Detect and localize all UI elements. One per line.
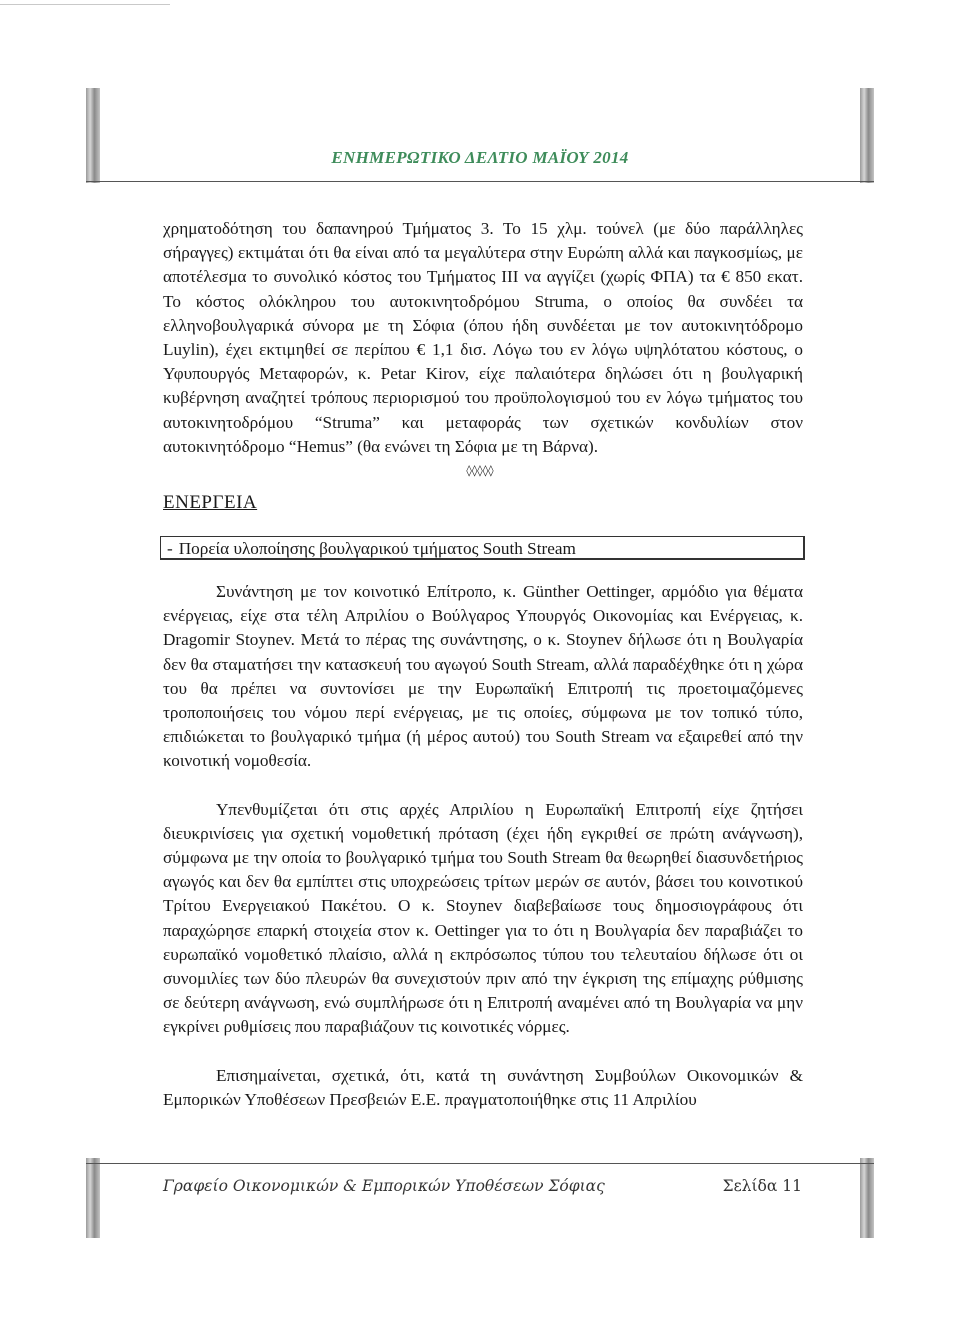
scan-edge-line: [0, 4, 170, 5]
intro-paragraph: χρηματοδότηση του δαπανηρού Τμήματος 3. Το 15 χλμ. τούνελ (με δύο παράλληλες σήραγγες) εκτιμάται ότι θα είναι από τα μεγαλύτερα στην Ευρώπη αλλά και παγκοσμίως, με αποτέλεσμα το συνολικό κόστος του Τμήματος ΙΙΙ να αγγίζει (χωρίς ΦΠΑ) τα € 850 εκατ. Το κόστος ολόκληρου του αυτοκινητοδρόμου Struma, ο οποίος θα συνδέει τα ελληνοβουλγαρικά σύνορα με τη Σόφια (όπου ήδη συνδέεται με τον αυτοκινητόδρομο Luylin), έχει εκτιμηθεί σε περίπου € 1,1 δισ. Λόγω του εν λόγω υψηλότατου κόστους, ο Υφυπουργός Μεταφορών, κ. Petar Kirov, είχε παλαιότερα δηλώσει ότι η βουλγαρική κυβέρνηση αναζητεί τρόπους περιορισμού του προϋπολογισμού του εν λόγω τμήματος του αυτοκινητοδρόμου “Struma” και μεταφοράς των σχετικών κονδυλίων στον αυτοκινητόδρομο “Hemus” (θα ενώνει τη Σόφια με τη Βάρνα).: [163, 219, 803, 456]
paragraph: Υπενθυμίζεται ότι στις αρχές Απριλίου η Ευρωπαϊκή Επιτροπή είχε ζητήσει διευκρινίσεις για σχετική νομοθετική πρόταση (έχει ήδη εγκριθεί σε πρώτη ανάγνωση), σύμφωνα με την οποία το βουλγαρικό τμήμα του South Stream θα θεωρηθεί διασυνδετήριος αγωγός και δεν θα εμπίπτει στις υποχρεώσεις τρίτων μερών σε αυτόν, βάσει του κοινοτικού Τρίτου Ενεργειακού Πακέτου. Ο κ. Stoynev διαβεβαίωσε τους δημοσιογράφους ότι παραχώρησε επαρκή στοιχεία στον κ. Oettinger για το ότι η Βουλγαρία δεν παραβιάζει το ευρωπαϊκό νομοθετικό πλαίσιο, αλλά η εκπρόσωπος τύπου του τελευταίου δήλωσε ότι οι συνομιλίες των δύο πλευρών θα συνεχιστούν πριν από την έγκριση της επίμαχης ρύθμισης σε δεύτερη ανάγνωση, ενώ συμπλήρωσε ότι η Επιτροπή αναμένει από τη Βουλγαρία να μην εγκρίνει ρυθμίσεις που παραβιάζουν τις κοινοτικές νόρμες.: [163, 799, 803, 1037]
footer-office-name: Γραφείο Οικονομικών & Εμπορικών Υποθέσεων Σόφιας: [163, 1177, 605, 1195]
section-heading: ΕΝΕΡΓΕΙΑ: [163, 492, 258, 513]
section-text-block: [163, 580, 803, 1112]
topic-dash: -: [167, 539, 173, 558]
intro-text-block: [163, 217, 803, 459]
footer-rule: [86, 1163, 874, 1164]
footer-page-number: Σελίδα 11: [722, 1177, 802, 1195]
header-rule: [86, 181, 874, 182]
topic-box: [160, 536, 805, 560]
scan-margin-bar-left-top: [86, 88, 100, 183]
topic-title: Πορεία υλοποίησης βουλγαρικού τμήματος South Stream: [178, 539, 576, 558]
scan-margin-bar-left-bottom: [86, 1158, 100, 1238]
paragraph: Συνάντηση με τον κοινοτικό Επίτροπο, κ. Günther Oettinger, αρμόδιο για θέματα ενέργειας, είχε στα τέλη Απριλίου ο Βούλγαρος Υπουργός Οικονομίας και Ενέργειας, κ. Dragomir Stoynev. Μετά το πέρας της συνάντησης, ο κ. Stoynev δήλωσε ότι η Βουλγαρία δεν θα σταματήσει την κατασκευή του αγωγού South Stream, αλλά παραδέχθηκε ότι η χώρα του θα πρέπει να συντονίσει με την Ευρωπαϊκή Επιτροπή τις προετοιμαζόμενες τροποποιήσεις του νόμου περί ενέργειας, με τις οποίες, σύμφωνα με τον τοπικό τύπο, επιδιώκεται το βουλγαρικό τμήμα (ή μέρος αυτού) του South Stream να εξαιρεθεί από την κοινοτική νομοθεσία.: [163, 582, 803, 771]
scan-margin-bar-right-top: [860, 88, 874, 183]
paragraph: Επισημαίνεται, σχετικά, ότι, κατά τη συνάντηση Συμβούλων Οικονομικών & Εμπορικών Υποθέσεων Πρεσβειών Ε.Ε. πραγματοποιήθηκε στις 11 Απριλίου: [163, 1065, 803, 1109]
scan-margin-bar-right-bottom: [860, 1158, 874, 1238]
section-separator: ◊◊◊◊◊: [466, 464, 494, 477]
bulletin-header-title: ΕΝΗΜΕΡΩΤΙΚΟ ΔΕΛΤΙΟ ΜΑΪΟΥ 2014: [331, 148, 629, 167]
